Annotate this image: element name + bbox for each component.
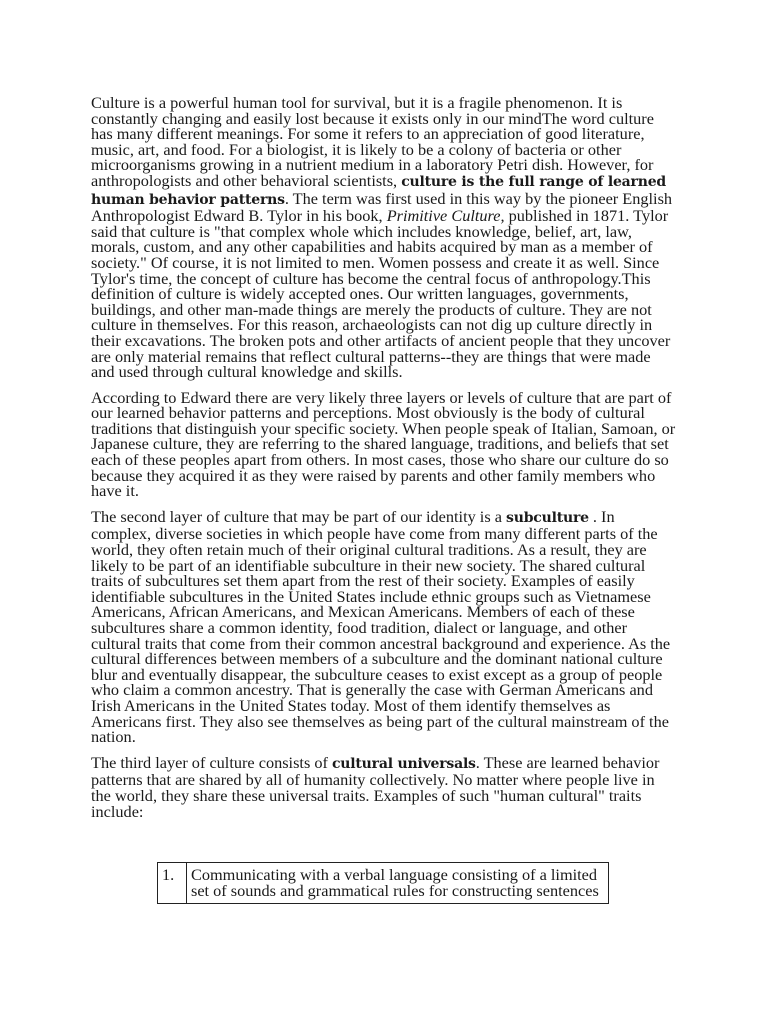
cultural-traits-table (157, 862, 609, 904)
trait-text: Communicating with a verbal language consisting of a limited set of sounds and grammatical rules for constructing sentences (191, 865, 599, 900)
table-row (158, 863, 609, 904)
key-term-cultural-universals: cultural universals (331, 755, 476, 772)
paragraph-text: Culture is a powerful human tool for survival, but it is a fragile phenomenon. It is constantly changing and easily lost because it exists only in our mindThe word culture has many different meanings. For some it refers to an appreciation of good literature, music, art, and food. For a biologist, it is likely to be a colony of bacteria or other microorganisms growing in a nutrient medium in a laboratory Petri dish. However, for anthropologists and other behavioral scientists, (91, 93, 654, 190)
trait-number: 1. (158, 863, 187, 904)
paragraph-culture-definition (91, 95, 677, 380)
key-term-subculture: subculture (506, 509, 589, 526)
paragraph-three-layers: According to Edward there are very likely three layers or levels of culture that are part of our learned behavior patterns and perceptions. Most obviously is the body of cultural traditions that distinguish your specific society. When people speak of Italian, Samoan, or Japanese culture, they are referring to the shared language, traditions, and beliefs that set each of these peoples apart from others. In most cases, those who share our culture do so because they acquired it as they were raised by parents and other family members who have it. (91, 387, 676, 501)
paragraph-text: . In complex, diverse societies in which people have come from many different parts of the world, they often retain much of their original cultural traditions. As a result, they are likely to be part of an identifiable subculture in their new society. The shared cultural traits of subcultures set them apart from the rest of their society. Examples of easily identifiable subcultures in the United States include ethnic groups such as Vietnamese Americans, African Americans, and Mexican Americans. Members of each of these subcultures share a common identity, food tradition, dialect or language, and other cultural traits that come from their common ancestral background and experience. As the cultural differences between members of a subculture and the dominant national culture blur and eventually disappear, the subculture ceases to exist except as a group of people who claim a common ancestry. That is generally the case with German Americans and Irish Americans in the United States today. Most of them identify themselves as Americans first. They also see themselves as being part of the cultural mainstream of the nation. (91, 506, 671, 747)
paragraph-text: . These are learned behavior patterns that are shared by all of humanity collectively. No matter where people live in the world, they share these universal traits. Examples of such "human cultural" traits include: (91, 752, 660, 821)
paragraph-text: The second layer of culture that may be part of our identity is a (91, 506, 507, 526)
paragraph-text: . The term was first used in this way by the pioneer English Anthropologist Edward B. Tylor in his book, (91, 188, 673, 226)
book-title: Primitive Culture, (386, 206, 505, 226)
document-body (91, 95, 677, 829)
key-term-culture: culture is the full range of learned human behavior patterns (91, 173, 667, 208)
paragraph-text: published in 1871. Tylor said that culture is "that complex whole which includes knowledge, belief, art, law, morals, custom, and any other capabilities and habits acquired by man as a member of society." Of course, it is not limited to men. Women possess and create it as well. Since Tylor's time, the concept of culture has become the central focus of anthropology.This definition of culture is widely accepted ones. Our written languages, governments, buildings, and other man-made things are merely the products of culture. They are not culture in themselves. For this reason, archaeologists can not dig up culture directly in their excavations. The broken pots and other artifacts of ancient people that they uncover are only material remains that reflect cultural patterns--they are things that were made and used through cultural knowledge and skills. (91, 206, 671, 382)
paragraph-text: The third layer of culture consists of (91, 752, 332, 772)
paragraph-subculture (91, 506, 677, 747)
paragraph-cultural-universals (91, 752, 677, 821)
